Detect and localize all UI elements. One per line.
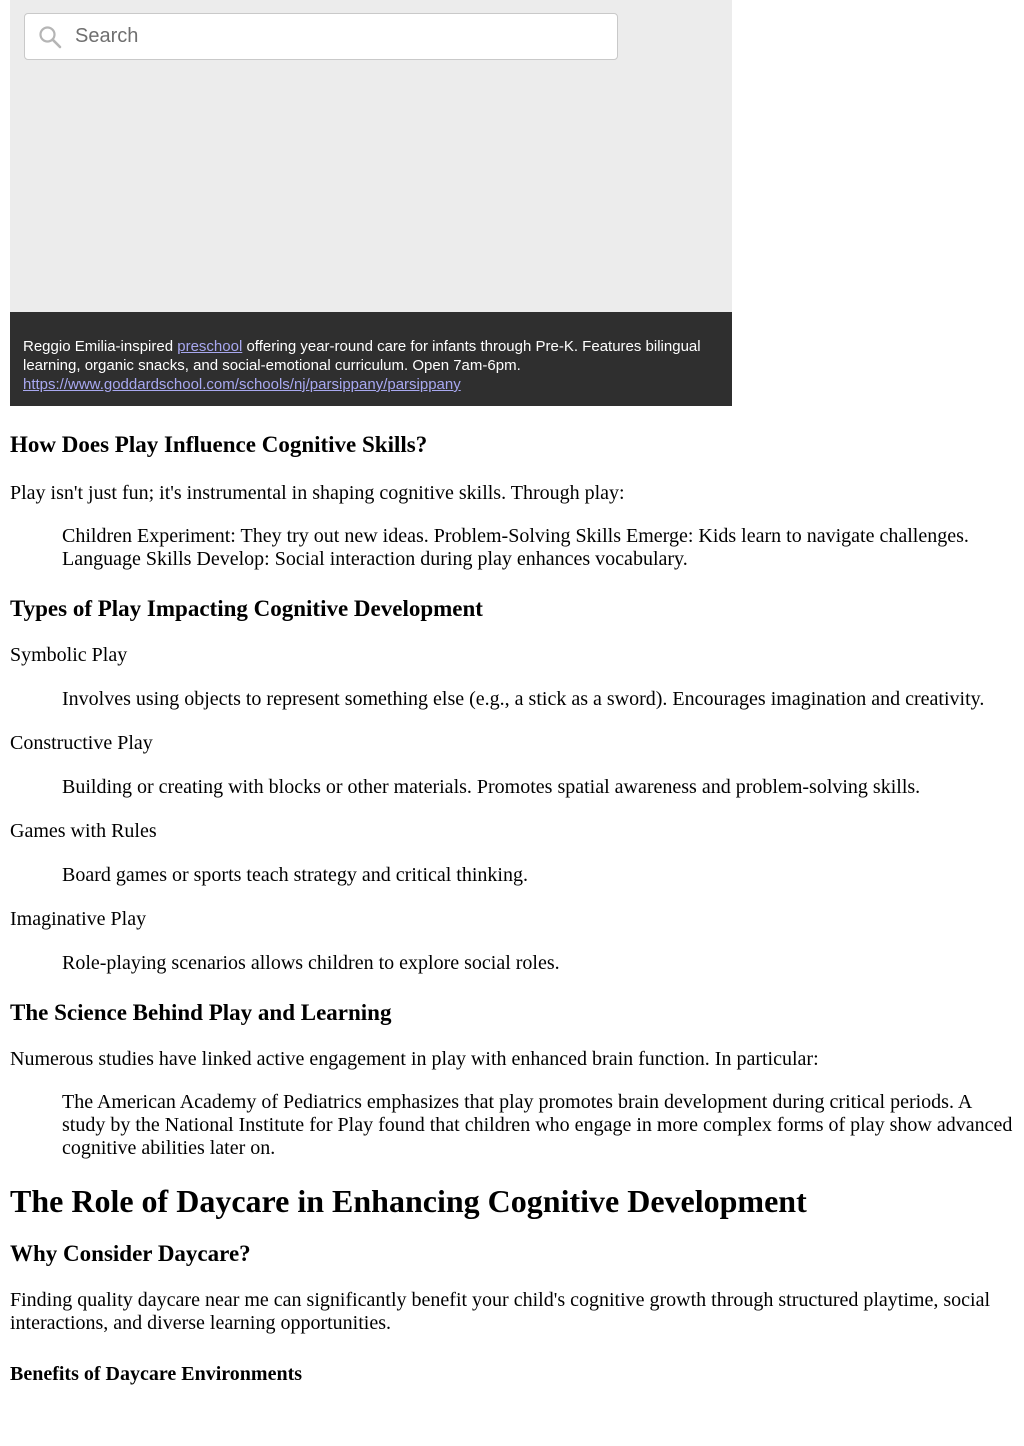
desc-imaginative-play: Role-playing scenarios allows children to explore social roles.	[62, 952, 560, 974]
desc-games-with-rules: Board games or sports teach strategy and critical thinking.	[62, 864, 528, 886]
heading-science: The Science Behind Play and Learning	[10, 1000, 392, 1025]
search-input[interactable]	[75, 14, 605, 59]
heading-daycare-role: The Role of Daycare in Enhancing Cognitive Development	[10, 1183, 807, 1219]
article-content	[10, 430, 1015, 1386]
info-text-before: Reggio Emilia-inspired	[23, 338, 178, 355]
science-paragraph: Numerous studies have linked active engagement in play with enhanced brain function. In particular:	[10, 1048, 819, 1070]
heading-types-of-play: Types of Play Impacting Cognitive Development	[10, 596, 483, 621]
map-widget[interactable]	[10, 0, 732, 406]
search-box[interactable]	[24, 13, 618, 60]
term-imaginative-play: Imaginative Play	[10, 908, 147, 930]
term-symbolic-play: Symbolic Play	[10, 644, 128, 666]
preschool-link[interactable]: preschool	[177, 338, 243, 355]
website-link[interactable]: https://www.goddardschool.com/schools/nj/parsippany/parsippany	[23, 376, 461, 393]
info-text-after: offering year-round care for infants through Pre-K. Features bilingual learning, organic snacks, and social-emotional curriculum. Open 7am-6pm.	[23, 338, 701, 374]
desc-symbolic-play: Involves using objects to represent something else (e.g., a stick as a sword). Encourages imagination and creativity.	[62, 688, 985, 710]
term-games-with-rules: Games with Rules	[10, 820, 157, 842]
search-icon	[38, 25, 62, 49]
heading-play-influence: How Does Play Influence Cognitive Skills?	[10, 432, 428, 457]
why-daycare-paragraph: Finding quality daycare near me can significantly benefit your child's cognitive growth through structured playtime, social interactions, and diverse learning opportunities.	[10, 1289, 990, 1334]
science-quote: The American Academy of Pediatrics emphasizes that play promotes brain development during critical periods. A study by the National Institute for Play found that children who engage in more complex forms of play show advanced cognitive abilities later on.	[62, 1091, 1013, 1159]
desc-constructive-play: Building or creating with blocks or other materials. Promotes spatial awareness and problem-solving skills.	[62, 776, 921, 798]
heading-why-daycare: Why Consider Daycare?	[10, 1241, 251, 1266]
heading-benefits: Benefits of Daycare Environments	[10, 1363, 303, 1385]
play-intro-paragraph: Play isn't just fun; it's instrumental in shaping cognitive skills. Through play:	[10, 482, 625, 504]
term-constructive-play: Constructive Play	[10, 732, 153, 754]
play-benefits-quote: Children Experiment: They try out new ideas. Problem-Solving Skills Emerge: Kids learn to navigate challenges. Language Skills Develop: Social interaction during play enhances vocabulary.	[62, 525, 969, 570]
place-info-panel	[10, 312, 732, 406]
